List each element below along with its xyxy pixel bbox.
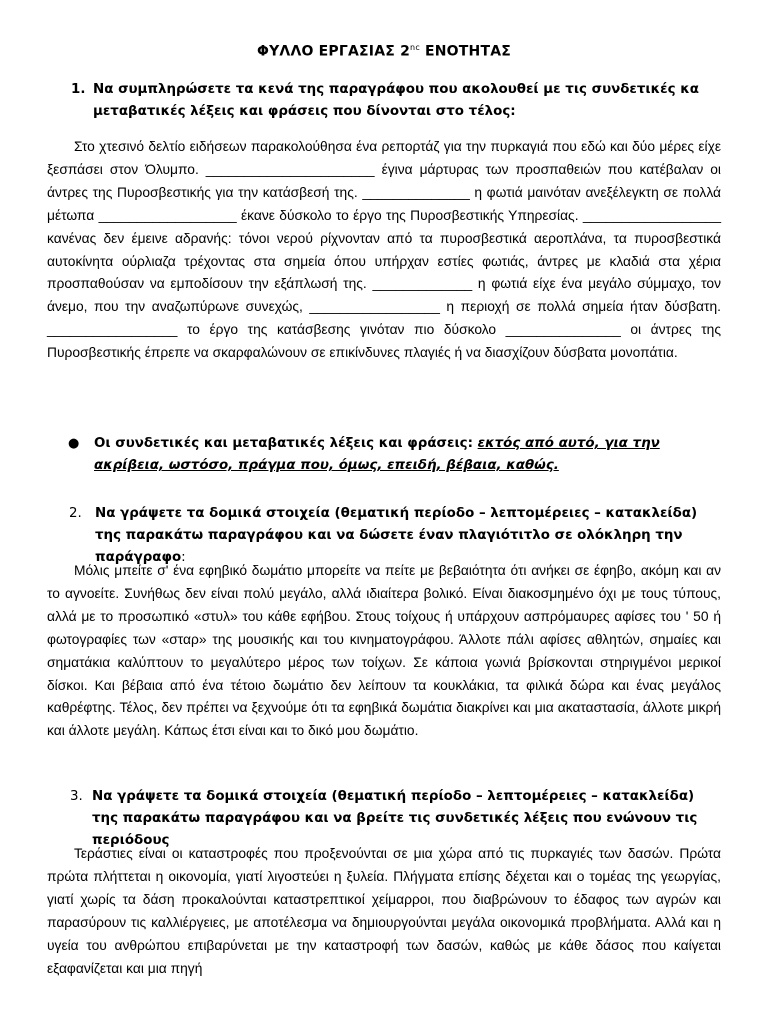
connectives-colon: : — [467, 436, 478, 451]
question-3-text: Να γράψετε τα δομικά στοιχεία (θεματική περίοδο – λεπτομέρειες – κατακλείδα) της παρακάτω παραγράφου και να βρείτε τις συνδετικές λέξεις που ενώνουν τις περιόδους — [92, 789, 698, 848]
worksheet-title — [0, 43, 768, 60]
question-1-paragraph: Στο χτεσινό δελτίο ειδήσεων παρακολούθησα ένα ρεπορτάζ για την πυρκαγιά που εδώ και δύο μέρες είχε ξεσπάσει στον Όλυμπο. ______________________ έγινα μάρτυρας των προσπαθειών που κατέβαλαν οι άντρες της Πυροσβεστικής για την κατάσβεσή της. ______________ η φωτιά μαινόταν ανεξέλεγκτη σε πολλά μέτωπα __________________ έκανε δύσκολο το έργο της Πυροσβεστικής Υπηρεσίας. __________________ κανένας δεν έμεινε αδρανής: τόνοι νερού ρίχνονταν από τα πυροσβεστικά αεροπλάνα, τα πυροσβεστικά αυτοκίνητα ούρλιαζα τρέχοντας στα σημεία όπου υπήρχαν εστίες φωτιάς, άντρες με κλαδιά στα χέρια προσπαθούσαν να εμποδίσουν την εξάπλωσή της. _____________ η φωτιά είχε ένα μεγάλο σύμμαχο, τον άνεμο, που την αναζωπύρωνε συνεχώς, _________________ η περιοχή σε πολλά σημεία ήταν δύσβατη. _________________ το έργο της κατάσβεσης γινόταν πιο δύσκολο _______________ οι άντρες της Πυροσβεστικής έπρεπε να σκαρφαλώνουν σε επικίνδυνες πλαγιές ή να διασχίζουν δύσβατα μονοπάτια. — [47, 139, 721, 361]
question-2-colon: : — [181, 550, 186, 565]
title-superscript: nc — [410, 43, 420, 52]
question-2-paragraph: Μόλις μπείτε σ' ένα εφηβικό δωμάτιο μπορείτε να πείτε με βεβαιότητα ότι ανήκει σε έφηβο, ακόμη και αν το αγνοείτε. Συνήθως δεν είναι πολύ μεγάλο, αλλά ιδιαίτερα βολικό. Είναι διακοσμημένο όχι με τους τύπους, αλλά με το προσωπικό «στυλ» του κάθε εφήβου. Στους τοίχους ή υπάρχουν ασπρόμαυρες αφίσες του ' 50 ή φωτογραφίες των «σταρ» της μουσικής και του κινηματογράφου. Άλλοτε πάλι αφίσες αθλητών, σημαίες και σηματάκια καλύπτουν το μεγαλύτερο μέρος των τοίχων. Σε κάποια γωνιά βρίσκονται στηριγμένοι μερικοί δίσκοι. Και βέβαια από ένα τέτοιο δωμάτιο δεν λείπουν τα κουκλάκια, τα φιλικά δώρα και ένας μεγάλος καθρέφτης. Τέλος, δεν πρέπει να ξεχνούμε ότι τα εφηβικά δωμάτια διακρίνει και μια ακαταστασία, άλλοτε μικρή και άλλοτε μεγάλη. Κάπως έτσι είναι και το δικό μου δωμάτιο. — [47, 563, 721, 739]
connectives-label: Οι συνδετικές και μεταβατικές λέξεις και φράσεις — [94, 436, 468, 451]
connectives-list — [68, 433, 704, 477]
question-1-number: 1. — [71, 82, 86, 97]
bullet-icon: ● — [68, 436, 80, 451]
question-1 — [71, 79, 703, 123]
title-text: ΦΥΛΛΟ ΕΡΓΑΣΙΑΣ 2 — [256, 43, 411, 60]
title-tail: ΕΝΟΤΗΤΑΣ — [419, 43, 511, 60]
question-1-text: Να συμπληρώσετε τα κενά της παραγράφου που ακολουθεί με τις συνδετικές κα μεταβατικές λέξεις και φράσεις που δίνονται στο τέλος: — [93, 82, 699, 119]
question-3-number: 3. — [70, 789, 83, 804]
connectives-words: εκτός από αυτό, για την ακρίβεια, ωστόσο, πράγμα που, όμως, επειδή, βέβαια, καθώς. — [94, 436, 660, 473]
question-2-number: 2. — [69, 506, 82, 521]
question-2-text: Να γράψετε τα δομικά στοιχεία (θεματική περίοδο – λεπτομέρειες – κατακλείδα) της παρακάτω παραγράφου και να δώσετε έναν πλαγιότιτλο σε ολόκληρη την παράγραφο — [95, 506, 698, 565]
question-3-paragraph: Τεράστιες είναι οι καταστροφές που προξενούνται σε μια χώρα από τις πυρκαγιές των δασών. Πρώτα πρώτα πλήττεται η οικονομία, γιατί λιγοστεύει η ξυλεία. Πλήγματα επίσης δέχεται και ο τομέας της γεωργίας, γιατί χωρίς τα δάση προκαλούνται καταστρεπτικοί χείμαρροι, που διαβρώνουν το έδαφος των αγρών και παρασύρουν τις καλλιέργειες, με αποτέλεσμα να δημιουργούνται μεγάλα οικονομικά προβλήματα. Αλλά και η υγεία του ανθρώπου επιβαρύνεται με την καταστροφή των δασών, καθώς με κάθε δάσος που καίγεται εξαφανίζεται και μια πηγή — [47, 846, 721, 976]
